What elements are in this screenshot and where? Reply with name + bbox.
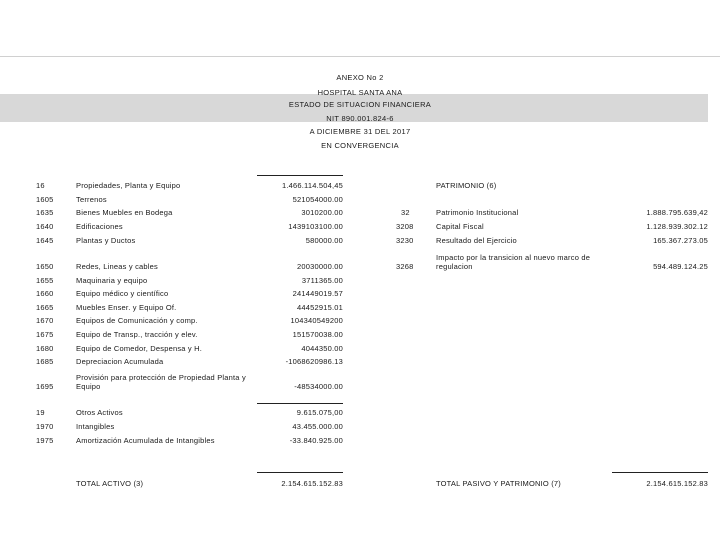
total-assets-label: TOTAL ACTIVO (3) — [76, 479, 144, 488]
accounting-basis: EN CONVERGENCIA — [321, 141, 399, 150]
asset-value: 3010200.00 — [301, 208, 343, 217]
asset-value: 43.455.000.00 — [292, 422, 343, 431]
asset-name: Terrenos — [76, 195, 107, 204]
asset-name: Edificaciones — [76, 222, 123, 231]
asset-name: Provisión para protección de Propiedad Planta y Equipo — [76, 373, 246, 391]
asset-value: 4044350.00 — [301, 344, 343, 353]
asset-name: Muebles Enser. y Equipo Of. — [76, 303, 177, 312]
statement-title: ESTADO DE SITUACION FINANCIERA — [288, 100, 432, 109]
asset-value: 241449019.57 — [292, 289, 343, 298]
asset-value: 3711365.00 — [301, 276, 343, 285]
asset-value: 1439103100.00 — [288, 222, 343, 231]
asset-name: Intangibles — [76, 422, 115, 431]
entity-name: HOSPITAL SANTA ANA — [317, 88, 403, 97]
total-assets-value: 2.154.615.152.83 — [281, 479, 343, 488]
asset-code: 1605 — [36, 195, 54, 204]
asset-value: 151570038.00 — [292, 330, 343, 339]
top-banner — [0, 0, 720, 56]
asset-value: -33.840.925.00 — [289, 436, 343, 445]
asset-value: -48534000.00 — [294, 382, 343, 391]
asset-name: Equipos de Comunicación y comp. — [76, 316, 198, 325]
asset-code: 1635 — [36, 208, 54, 217]
asset-code: 1685 — [36, 357, 54, 366]
equity-value: 594.489.124.25 — [653, 262, 708, 271]
equity-value: 1.888.795.639,42 — [646, 208, 708, 217]
liab-total-rule — [612, 472, 708, 473]
asset-name: Propiedades, Planta y Equipo — [76, 181, 181, 190]
equity-title: PATRIMONIO (6) — [436, 181, 497, 190]
asset-top-rule — [257, 175, 343, 176]
equity-code: 3230 — [396, 236, 414, 245]
equity-value: 1.128.939.302.12 — [646, 222, 708, 231]
asset-value: -1068620986.13 — [285, 357, 343, 366]
equity-code: 3208 — [396, 222, 414, 231]
asset-value: 44452915.01 — [297, 303, 343, 312]
equity-code: 3268 — [396, 262, 414, 271]
asset-code: 1970 — [36, 422, 54, 431]
asset-code: 1670 — [36, 316, 54, 325]
asset-code: 19 — [36, 408, 45, 417]
asset-value: 1.466.114.504,45 — [281, 181, 343, 190]
asset-value: 20030000.00 — [297, 262, 343, 271]
total-liab-value: 2.154.615.152.83 — [646, 479, 708, 488]
asset-name: Amortización Acumulada de Intangibles — [76, 436, 215, 445]
top-divider — [0, 56, 720, 57]
equity-name: Patrimonio Institucional — [436, 208, 519, 217]
asset-code: 1645 — [36, 236, 54, 245]
asset-name: Bienes Muebles en Bodega — [76, 208, 173, 217]
equity-name: Capital Fiscal — [436, 222, 484, 231]
asset-name: Depreciacion Acumulada — [76, 357, 164, 366]
asset-code: 1640 — [36, 222, 54, 231]
asset-code: 1695 — [36, 382, 54, 391]
asset-code: 1680 — [36, 344, 54, 353]
asset-name: Maquinaria y equipo — [76, 276, 148, 285]
asset-code: 1675 — [36, 330, 54, 339]
asset-name: Otros Activos — [76, 408, 123, 417]
annex-title: ANEXO No 2 — [336, 73, 384, 82]
asset-name: Equipo médico y científico — [76, 289, 169, 298]
asset-value: 9.615.075,00 — [296, 408, 343, 417]
equity-code: 32 — [401, 208, 410, 217]
asset-name: Equipo de Transp., tracción y elev. — [76, 330, 198, 339]
asset-code: 16 — [36, 181, 45, 190]
equity-value: 165.367.273.05 — [653, 236, 708, 245]
asset-code: 1975 — [36, 436, 54, 445]
asset-name: Plantas y Ductos — [76, 236, 136, 245]
asset-name: Equipo de Comedor, Despensa y H. — [76, 344, 203, 353]
tax-id: NIT 890.001.824-6 — [326, 114, 394, 123]
statement-date: A DICIEMBRE 31 DEL 2017 — [309, 127, 411, 136]
other-assets-rule — [257, 403, 343, 404]
asset-value: 580000.00 — [305, 236, 343, 245]
asset-value: 521054000.00 — [292, 195, 343, 204]
asset-value: 104340549200 — [290, 316, 343, 325]
total-liab-label: TOTAL PASIVO Y PATRIMONIO (7) — [436, 479, 561, 488]
asset-code: 1660 — [36, 289, 54, 298]
equity-name: Impacto por la transicion al nuevo marco de regulacion — [436, 253, 591, 271]
asset-code: 1655 — [36, 276, 54, 285]
equity-name: Resultado del Ejercicio — [436, 236, 517, 245]
asset-name: Redes, Lineas y cables — [76, 262, 158, 271]
asset-total-rule — [257, 472, 343, 473]
asset-code: 1650 — [36, 262, 54, 271]
asset-code: 1665 — [36, 303, 54, 312]
